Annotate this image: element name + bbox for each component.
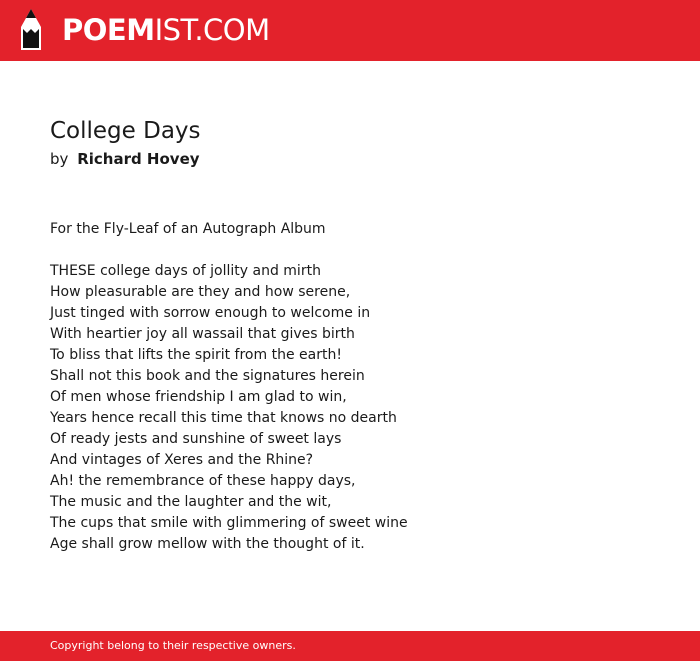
poem-line: To bliss that lifts the spirit from the earth! [50,347,342,363]
site-header [0,0,700,61]
author-name: Richard Hovey [77,150,200,168]
poem-line: The cups that smile with glimmering of sweet wine [50,515,408,531]
poem-line: And vintages of Xeres and the Rhine? [50,452,314,468]
site-logo[interactable] [62,13,270,47]
poem-line: Ah! the remembrance of these happy days, [50,473,356,489]
poem-line: With heartier joy all wassail that gives birth [50,326,355,342]
site-footer [0,631,700,661]
poem-line: The music and the laughter and the wit, [50,494,332,510]
stanza-gap [50,240,650,261]
poem-line: Of ready jests and sunshine of sweet lays [50,431,342,447]
poem-line: Shall not this book and the signatures herein [50,368,365,384]
by-label: by [50,150,69,168]
poem-line: Of men whose friendship I am glad to win, [50,389,347,405]
copyright-text: Copyright belong to their respective owners. [50,639,296,652]
poem-line: Age shall grow mellow with the thought of it. [50,536,365,552]
poem-line: Just tinged with sorrow enough to welcome in [50,305,371,321]
poem-line: How pleasurable are they and how serene, [50,284,351,300]
poem-line: Years hence recall this time that knows no dearth [50,410,397,426]
poem-title: College Days [50,118,201,144]
byline [50,149,200,169]
logo-bold-text: POEM [62,13,155,47]
poem-body [50,219,650,555]
logo-light-text: IST.COM [154,13,270,47]
pencil-icon[interactable] [19,9,43,51]
poem-dedication: For the Fly-Leaf of an Autograph Album [50,221,326,237]
poem-line: THESE college days of jollity and mirth [50,263,321,279]
